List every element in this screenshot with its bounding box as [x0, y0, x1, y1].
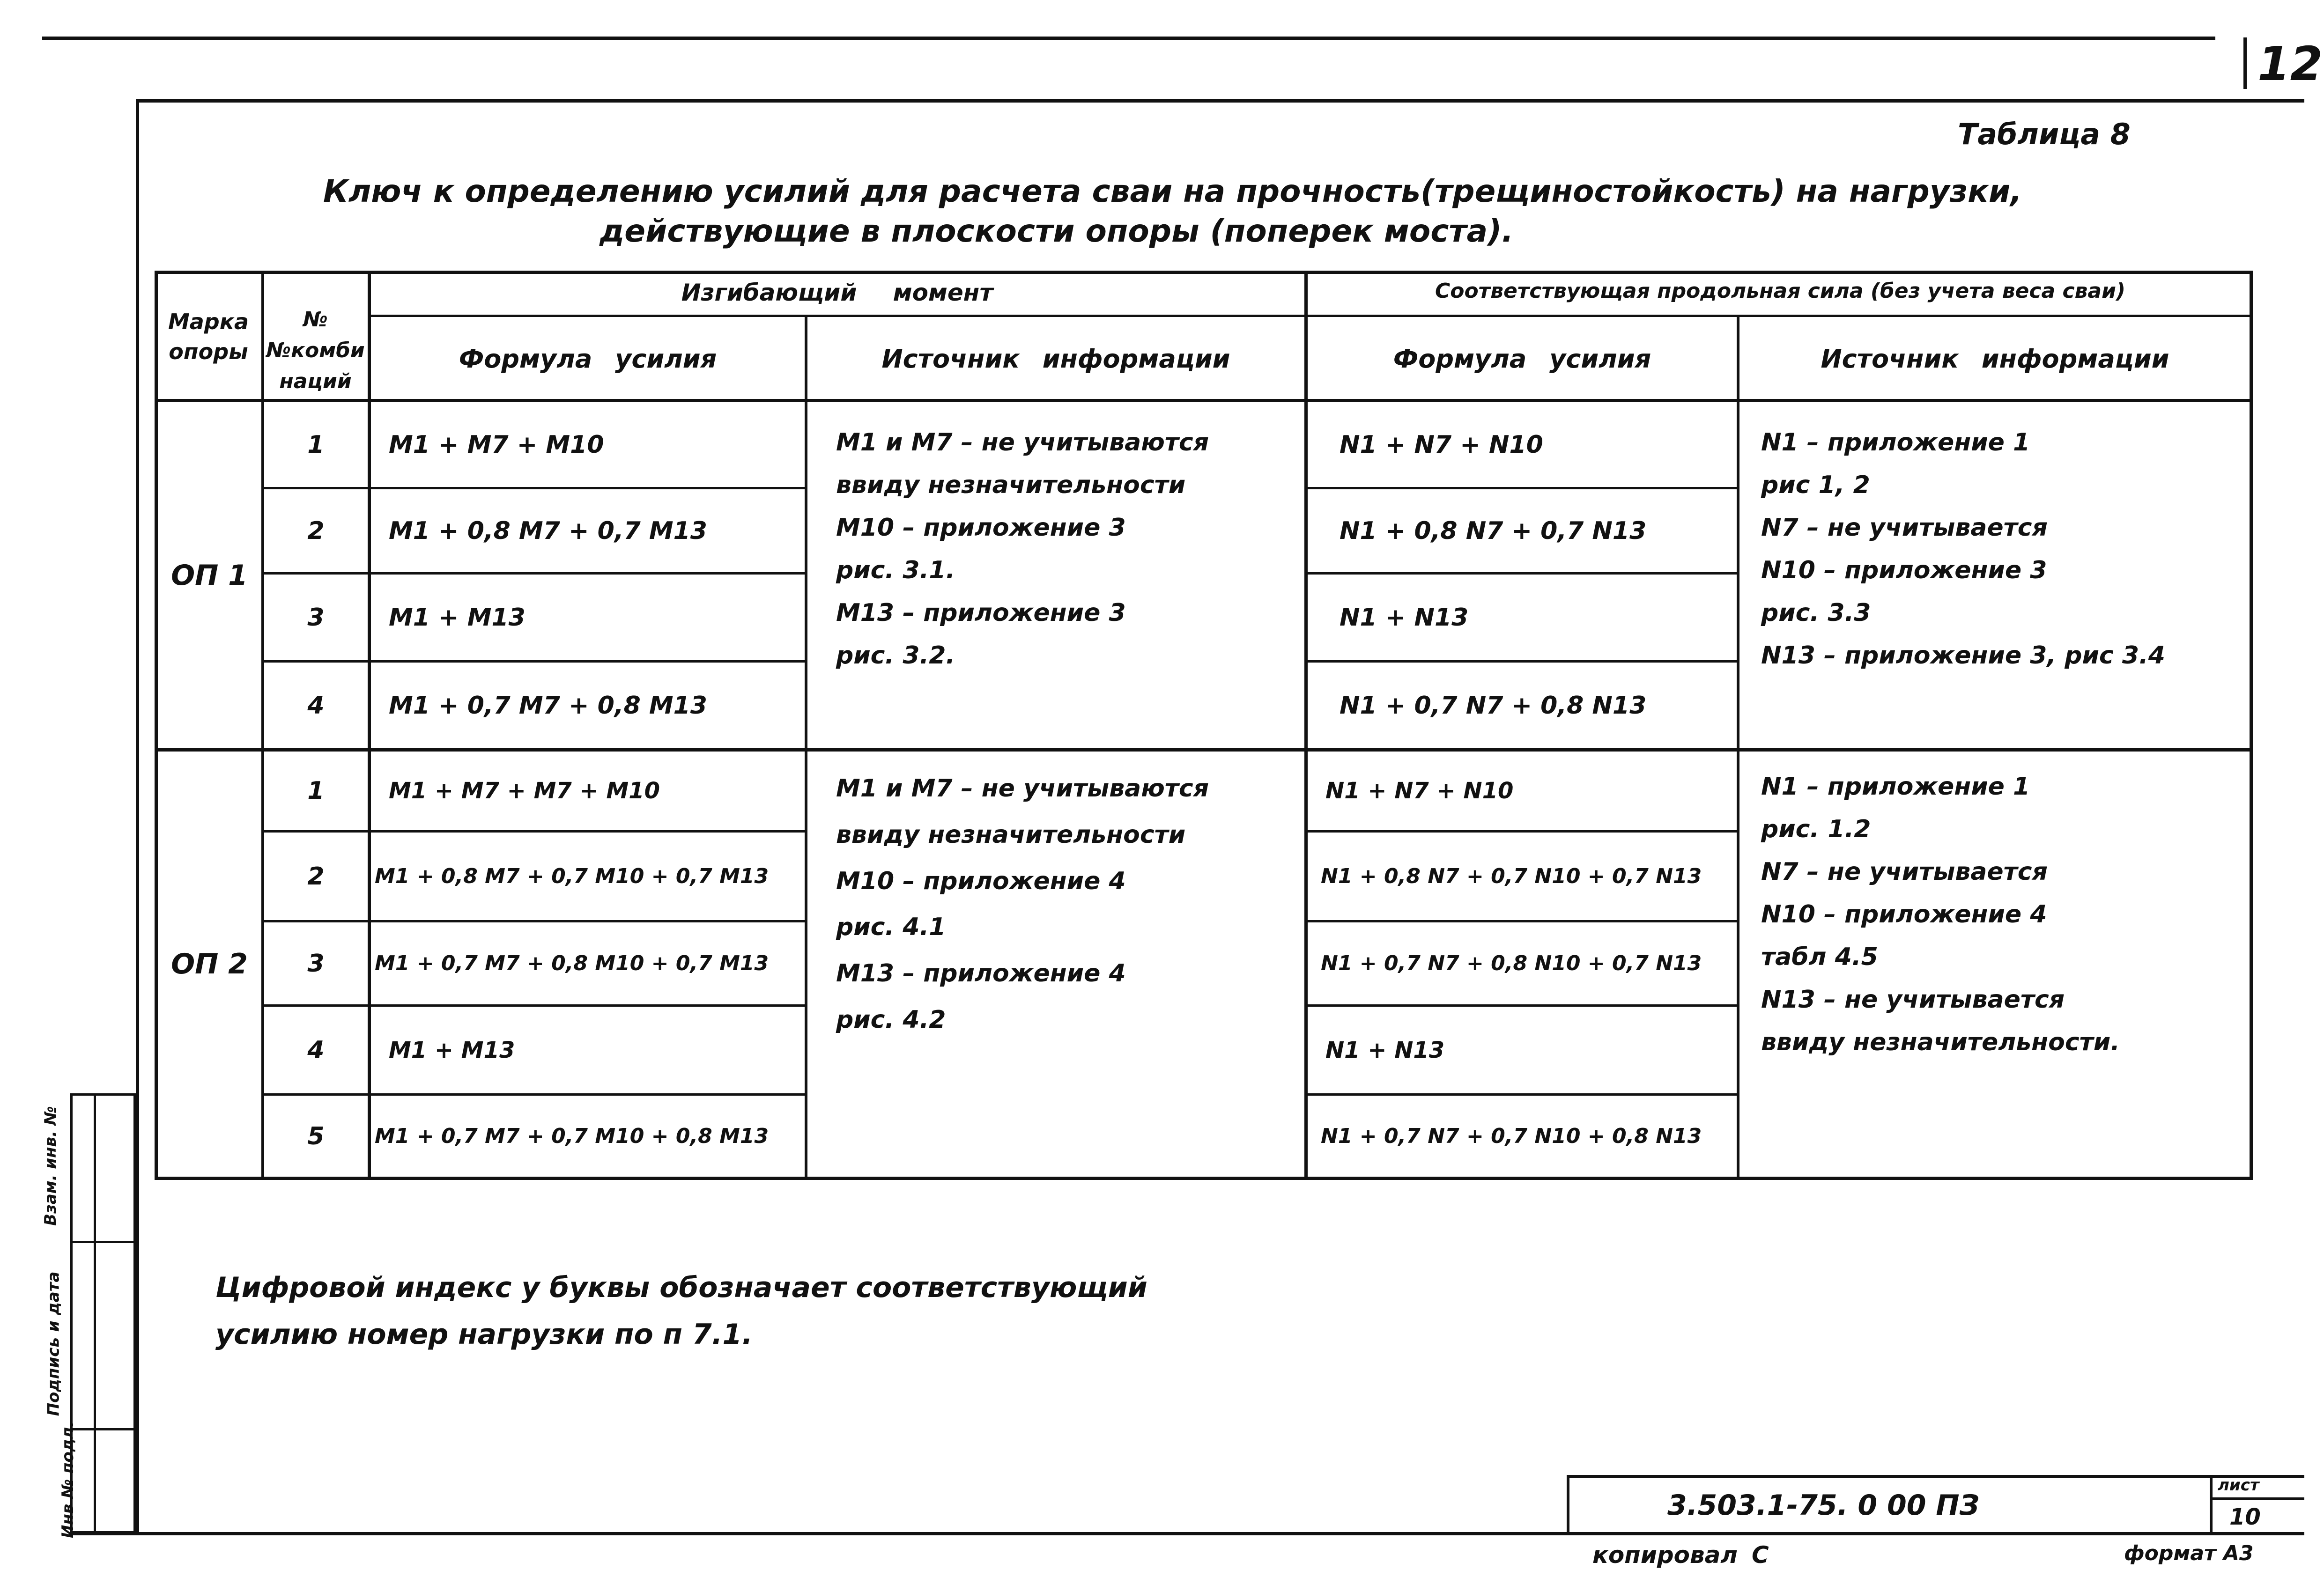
header-group-moment: Изгибающий момент: [681, 279, 993, 306]
force-formula: N1 + N13: [1325, 1037, 1445, 1063]
moment-formula: M1 + M13: [389, 1037, 515, 1063]
comb-number: 5: [307, 1122, 325, 1150]
sheet-number: 10: [2229, 1504, 2261, 1530]
force-formula: N1 + 0,7 N7 + 0,8 N10 + 0,7 N13: [1321, 951, 1702, 975]
col-line: [1304, 271, 1308, 1180]
mark-op2: ОП 2: [171, 948, 248, 980]
comb-number: 2: [307, 862, 325, 891]
comb-number: 1: [307, 430, 325, 459]
col-line: [368, 271, 371, 1180]
comb-number: 4: [307, 1036, 325, 1064]
comb-number: 3: [307, 949, 325, 978]
force-source-op2: N1 – приложение 1 рис. 1.2 N7 – не учитывается N10 – приложение 4 табл 4.5 N13 – не учитывается ввиду незначительности.: [1761, 773, 2120, 1056]
moment-formula: M1 + M7 + M10: [389, 430, 604, 459]
sheet-corner-number: 12: [2257, 37, 2323, 91]
moment-formula: M1 + M13: [389, 603, 525, 632]
bottom-stamp-split: [2210, 1475, 2213, 1535]
corner-rule: [2243, 37, 2247, 89]
side-stamp: [70, 1093, 136, 1533]
moment-formula: M1 + M7 + M7 + M10: [389, 778, 660, 804]
comb-number: 1: [307, 777, 325, 805]
comb-number: 4: [307, 691, 325, 720]
hdr-split-line: [370, 315, 2253, 317]
force-source-op1: N1 – приложение 1 рис 1, 2 N7 – не учитывается N10 – приложение 3 рис. 3.3 N13 – приложение 3, рис 3.4: [1761, 428, 2165, 670]
side-label-vzam: Взам. инв. №: [41, 1106, 60, 1226]
header-source-2: Источник информации: [1821, 344, 2169, 374]
hdr-bottom-line: [155, 399, 2253, 402]
header-combinations: №№комби наций: [266, 308, 365, 393]
force-formula: N1 + 0,7 N7 + 0,7 N10 + 0,8 N13: [1321, 1124, 1702, 1148]
force-formula: N1 + N13: [1340, 603, 1469, 632]
header-formula-2: Формула усилия: [1393, 344, 1651, 374]
format-label: формат А3: [2124, 1541, 2254, 1565]
moment-source-op2: M1 и M7 – не учитываются ввиду незначительности M10 – приложение 4 рис. 4.1 M13 – приложение 4 рис. 4.2: [836, 774, 1209, 1034]
moment-formula: M1 + 0,8 M7 + 0,7 M10 + 0,7 M13: [375, 864, 769, 888]
document-code: 3.503.1-75. 0 00 ПЗ: [1667, 1489, 1980, 1522]
force-formula: N1 + 0,7 N7 + 0,8 N13: [1340, 691, 1647, 720]
moment-formula: M1 + 0,7 M7 + 0,8 M10 + 0,7 M13: [375, 951, 769, 975]
moment-formula: M1 + 0,7 M7 + 0,7 M10 + 0,8 M13: [375, 1124, 769, 1148]
note-line-1: Цифровой индекс у буквы обозначает соответствующий: [215, 1271, 1147, 1304]
side-label-inv-podl: Инв № подл.: [59, 1421, 78, 1539]
moment-source-op1: M1 и M7 – не учитываются ввиду незначительности M10 – приложение 3 рис. 3.1. M13 – приложение 3 рис. 3.2.: [836, 428, 1209, 670]
force-formula: N1 + 0,8 N7 + 0,7 N10 + 0,7 N13: [1321, 864, 1702, 888]
comb-number: 3: [307, 603, 325, 632]
col-line: [1737, 315, 1739, 1180]
group-split-line: [155, 748, 2253, 752]
title-line-1: Ключ к определению усилий для расчета сваи на прочность(трещиностойкость) на нагрузки,: [323, 173, 2022, 209]
force-formula: N1 + N7 + N10: [1340, 430, 1543, 459]
title-line-2: действующие в плоскости опоры (поперек моста).: [600, 213, 1514, 249]
header-group-force: Соответствующая продольная сила (без учета веса сваи): [1435, 279, 2126, 303]
bottom-stamp-sheet-line: [2210, 1497, 2304, 1500]
mark-op1: ОП 1: [171, 559, 248, 592]
force-formula: N1 + 0,8 N7 + 0,7 N13: [1340, 516, 1647, 545]
side-stamp-split: [94, 1093, 96, 1533]
moment-formula: M1 + 0,7 M7 + 0,8 M13: [389, 691, 707, 720]
comb-number: 2: [307, 516, 325, 545]
header-formula: Формула усилия: [459, 344, 717, 374]
col-line: [805, 315, 807, 1180]
sheet-label: лист: [2218, 1476, 2259, 1495]
side-label-sign-date: Подпись и дата: [44, 1271, 63, 1416]
side-stamp-row1: [70, 1241, 136, 1243]
table-label: Таблица 8: [1958, 117, 2131, 151]
note-line-2: усилию номер нагрузки по п 7.1.: [215, 1318, 753, 1351]
side-stamp-row2: [70, 1428, 136, 1430]
copied-label: копировал: [1592, 1541, 1738, 1569]
copied-sign: С: [1752, 1541, 1769, 1569]
header-mark: Марка опоры: [168, 309, 249, 365]
force-formula: N1 + N7 + N10: [1325, 778, 1514, 804]
moment-formula: M1 + 0,8 M7 + 0,7 M13: [389, 516, 707, 545]
header-source: Источник информации: [881, 344, 1230, 374]
top-rule: [42, 37, 2215, 40]
